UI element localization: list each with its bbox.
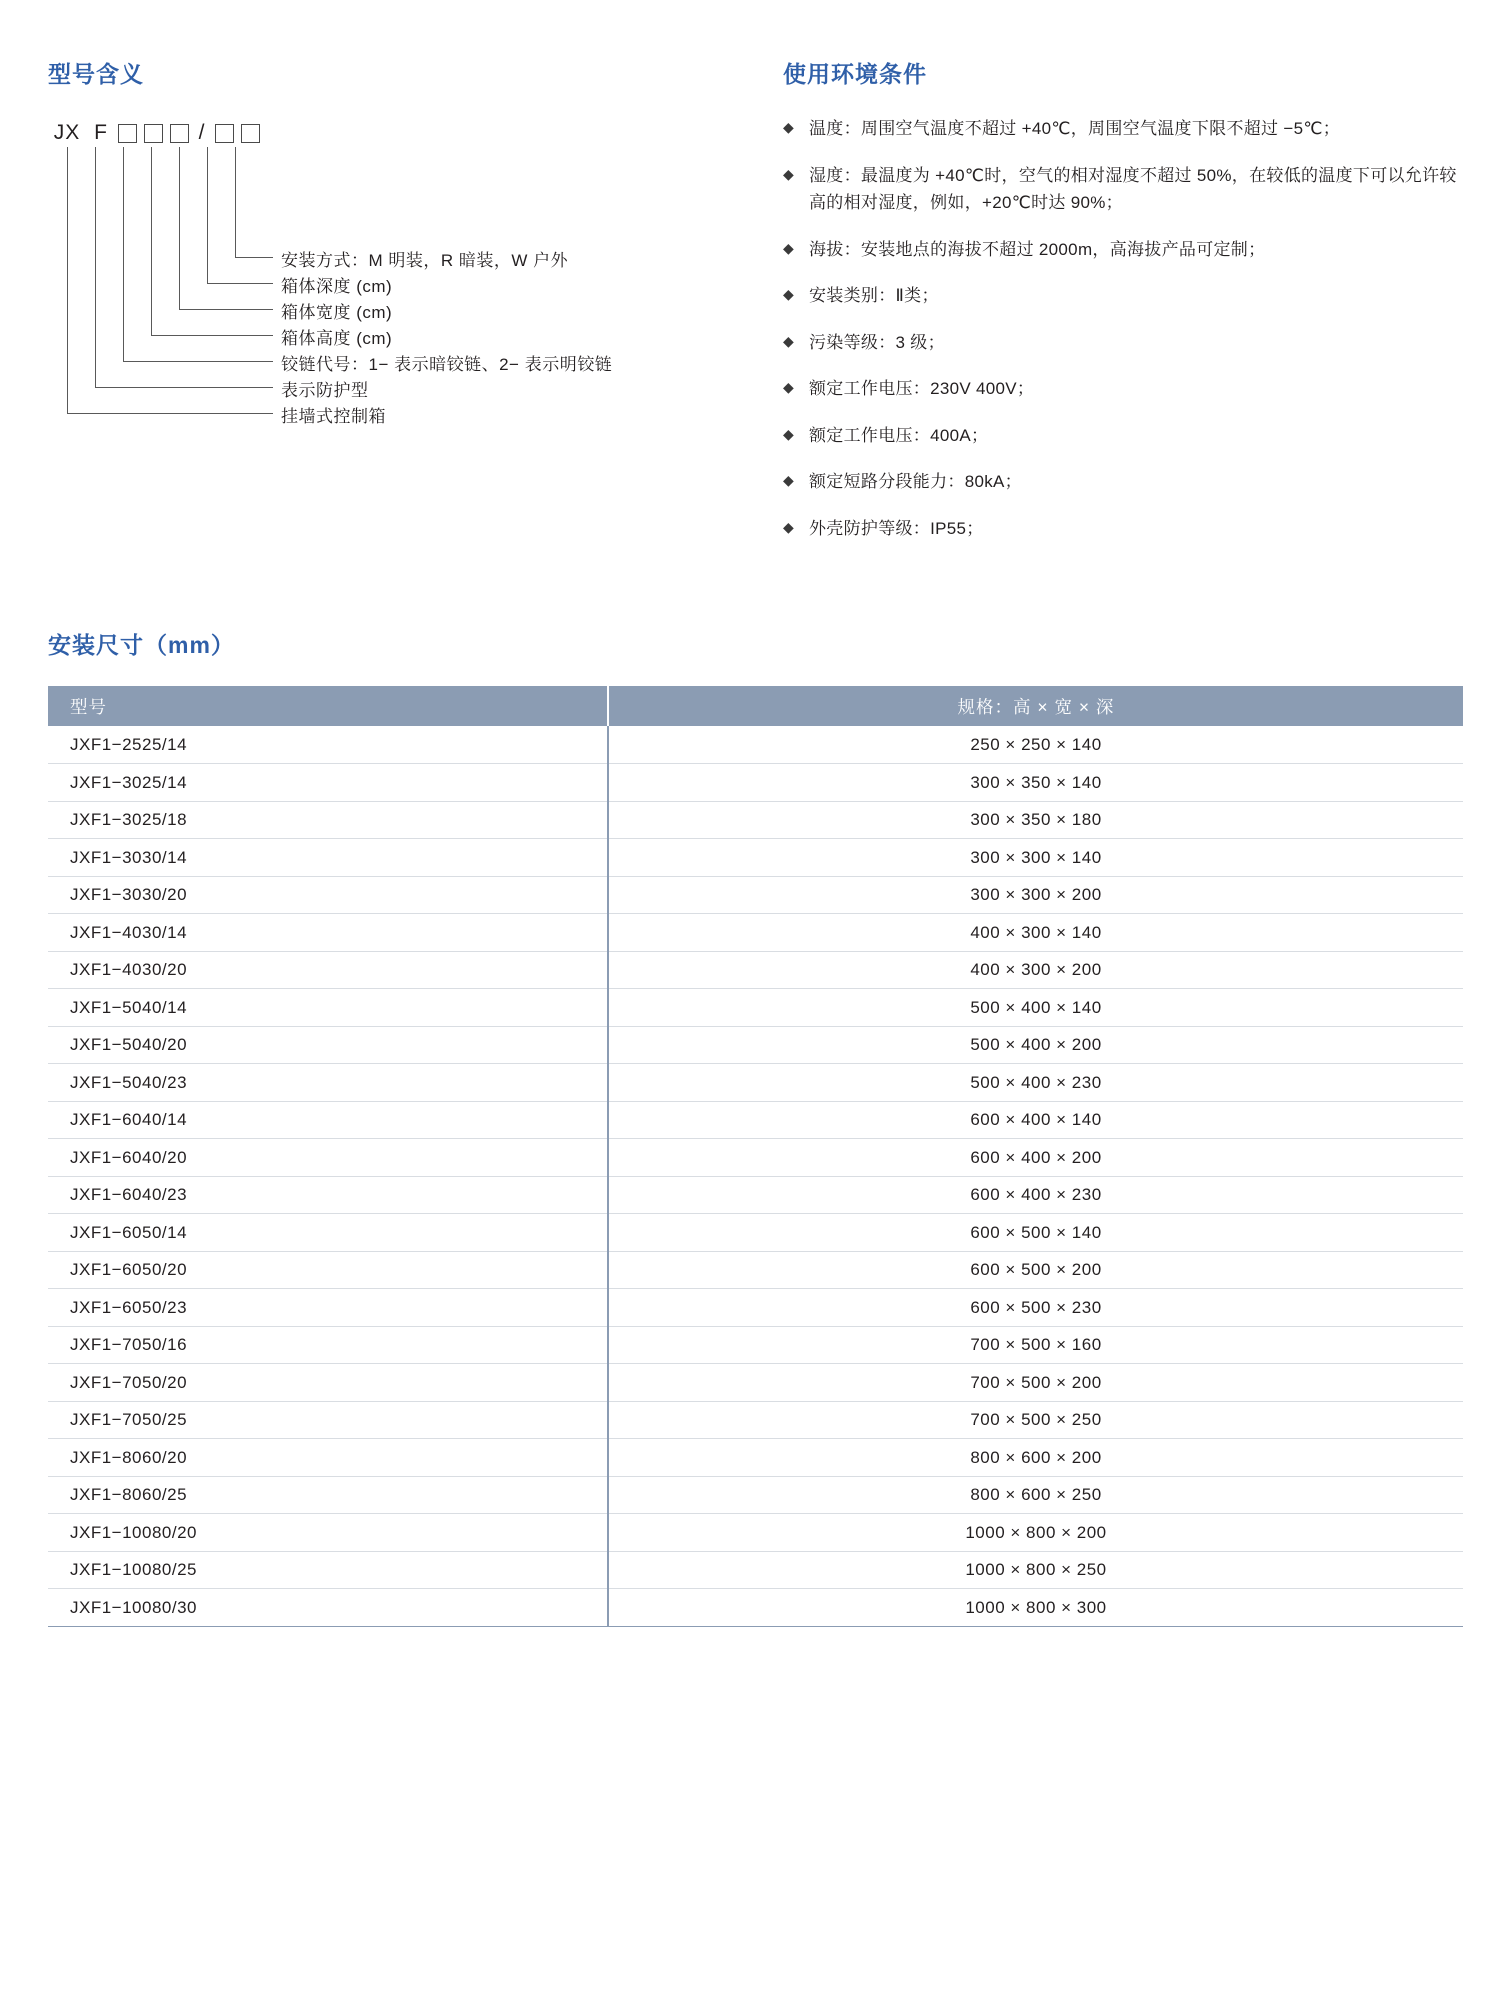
- cell-spec: 400 × 300 × 140: [608, 914, 1463, 952]
- table-row: [48, 1551, 1463, 1589]
- cell-model: JXF1−8060/25: [48, 1476, 608, 1514]
- cell-model: JXF1−3030/20: [48, 876, 608, 914]
- label-box-height: 箱体高度 (cm): [281, 329, 393, 348]
- cell-spec: 600 × 400 × 230: [608, 1176, 1463, 1214]
- cell-model: JXF1−6050/20: [48, 1251, 608, 1289]
- table-row: [48, 1326, 1463, 1364]
- connector-protection: [95, 387, 273, 388]
- table-row: [48, 1251, 1463, 1289]
- table-row: [48, 1176, 1463, 1214]
- conditions-list: [783, 115, 1458, 542]
- dimensions-title: 安装尺寸（mm）: [48, 632, 235, 659]
- code-box-4: [215, 124, 234, 143]
- list-item: [783, 329, 1458, 357]
- column-header-model: 型号: [48, 686, 608, 726]
- code-segment-f: F: [94, 121, 108, 144]
- label-box-width: 箱体宽度 (cm): [281, 303, 393, 322]
- cell-spec: 500 × 400 × 140: [608, 989, 1463, 1027]
- condition-text: 额定短路分段能力：80kA；: [809, 472, 1022, 492]
- cell-spec: 600 × 500 × 230: [608, 1289, 1463, 1327]
- cell-model: JXF1−5040/14: [48, 989, 608, 1027]
- cell-spec: 1000 × 800 × 250: [608, 1551, 1463, 1589]
- connector-mounting: [235, 257, 273, 258]
- cell-model: JXF1−6050/14: [48, 1214, 608, 1252]
- code-box-5: [241, 124, 260, 143]
- cell-model: JXF1−3025/18: [48, 801, 608, 839]
- model-meaning-block: [48, 56, 768, 561]
- table-row: [48, 1476, 1463, 1514]
- table-row: [48, 1514, 1463, 1552]
- diamond-bullet-icon: ◆: [783, 425, 795, 442]
- code-box-2: [144, 124, 163, 143]
- condition-text: 安装类别：Ⅱ类；: [809, 286, 939, 306]
- diamond-bullet-icon: ◆: [783, 379, 795, 396]
- cell-spec: 700 × 500 × 250: [608, 1401, 1463, 1439]
- list-item: [783, 515, 1458, 543]
- code-box-3: [170, 124, 189, 143]
- condition-text: 额定工作电压：230V 400V；: [809, 379, 1035, 399]
- cell-spec: 250 × 250 × 140: [608, 726, 1463, 764]
- cell-model: JXF1−7050/25: [48, 1401, 608, 1439]
- table-row: [48, 1139, 1463, 1177]
- cell-model: JXF1−2525/14: [48, 726, 608, 764]
- leader-line-wall-box: [67, 147, 68, 413]
- cell-model: JXF1−10080/25: [48, 1551, 608, 1589]
- cell-model: JXF1−3030/14: [48, 839, 608, 877]
- cell-model: JXF1−6040/20: [48, 1139, 608, 1177]
- conditions-title: 使用环境条件: [783, 61, 927, 87]
- label-hinge-code: 铰链代号：1− 表示暗铰链、2− 表示明铰链: [281, 355, 613, 374]
- diamond-bullet-icon: ◆: [783, 119, 795, 135]
- cell-model: JXF1−6040/14: [48, 1101, 608, 1139]
- diamond-bullet-icon: ◆: [783, 165, 795, 182]
- cell-spec: 500 × 400 × 200: [608, 1026, 1463, 1064]
- condition-text: 湿度：最温度为 +40℃时，空气的相对湿度不超过 50%，在较低的温度下可以允许较高的相对湿度，例如，+20℃时达 90%；: [809, 165, 1457, 213]
- condition-text: 外壳防护等级：IP55；: [809, 518, 984, 538]
- leader-line-depth: [207, 147, 208, 283]
- cell-spec: 700 × 500 × 200: [608, 1364, 1463, 1402]
- table-row: [48, 951, 1463, 989]
- cell-spec: 600 × 500 × 140: [608, 1214, 1463, 1252]
- table-row: [48, 914, 1463, 952]
- condition-text: 海拔：安装地点的海拔不超过 2000m，高海拔产品可定制；: [809, 239, 1266, 259]
- table-row: [48, 1589, 1463, 1627]
- cell-model: JXF1−4030/20: [48, 951, 608, 989]
- leader-line-width: [179, 147, 180, 309]
- model-code-leader-diagram: [48, 147, 768, 477]
- connector-hinge: [123, 361, 273, 362]
- table-row: [48, 1064, 1463, 1102]
- list-item: [783, 422, 1458, 450]
- list-item: [783, 468, 1458, 496]
- cell-spec: 800 × 600 × 200: [608, 1439, 1463, 1477]
- leader-line-mounting: [235, 147, 236, 257]
- list-item: [783, 162, 1458, 217]
- leader-line-height: [151, 147, 152, 335]
- diamond-bullet-icon: ◆: [783, 286, 795, 303]
- table-row: [48, 839, 1463, 877]
- label-wall-mount-box: 挂墙式控制箱: [281, 407, 386, 426]
- table-row: [48, 1364, 1463, 1402]
- cell-spec: 500 × 400 × 230: [608, 1064, 1463, 1102]
- diamond-bullet-icon: ◆: [783, 239, 795, 256]
- label-protection-type: 表示防护型: [281, 381, 369, 400]
- connector-width: [179, 309, 273, 310]
- cell-model: JXF1−8060/20: [48, 1439, 608, 1477]
- connector-depth: [207, 283, 273, 284]
- model-meaning-title: 型号含义: [48, 61, 144, 87]
- code-slash: /: [198, 121, 206, 144]
- leader-line-hinge: [123, 147, 124, 361]
- cell-model: JXF1−5040/20: [48, 1026, 608, 1064]
- model-code-row: [50, 115, 768, 145]
- cell-spec: 400 × 300 × 200: [608, 951, 1463, 989]
- table-head: [48, 686, 1463, 726]
- table-row: [48, 764, 1463, 802]
- cell-model: JXF1−10080/20: [48, 1514, 608, 1552]
- conditions-block: [768, 56, 1458, 561]
- table-row: [48, 1439, 1463, 1477]
- table-row: [48, 1289, 1463, 1327]
- cell-model: JXF1−7050/16: [48, 1326, 608, 1364]
- code-box-1: [118, 124, 137, 143]
- table-row: [48, 726, 1463, 764]
- cell-spec: 800 × 600 × 250: [608, 1476, 1463, 1514]
- code-segment-jx: JX: [53, 121, 81, 144]
- label-box-depth: 箱体深度 (cm): [281, 277, 393, 296]
- cell-spec: 1000 × 800 × 300: [608, 1589, 1463, 1627]
- dimensions-section: [0, 561, 1511, 1687]
- condition-text: 温度：周围空气温度不超过 +40℃，周围空气温度下限不超过 −5℃；: [809, 119, 1341, 138]
- list-item: [783, 375, 1458, 403]
- table-row: [48, 1101, 1463, 1139]
- condition-text: 污染等级：3 级；: [809, 332, 945, 352]
- diamond-bullet-icon: ◆: [783, 472, 795, 489]
- table-row: [48, 989, 1463, 1027]
- dimensions-table: [48, 686, 1463, 1627]
- cell-spec: 1000 × 800 × 200: [608, 1514, 1463, 1552]
- cell-model: JXF1−3025/14: [48, 764, 608, 802]
- connector-height: [151, 335, 273, 336]
- connector-wall-box: [67, 413, 273, 414]
- label-mounting-type: 安装方式：M 明装，R 暗装，W 户外: [281, 251, 569, 270]
- cell-spec: 300 × 350 × 140: [608, 764, 1463, 802]
- cell-model: JXF1−6050/23: [48, 1289, 608, 1327]
- diamond-bullet-icon: ◆: [783, 332, 795, 349]
- cell-model: JXF1−6040/23: [48, 1176, 608, 1214]
- table-row: [48, 876, 1463, 914]
- cell-model: JXF1−4030/14: [48, 914, 608, 952]
- cell-spec: 600 × 400 × 140: [608, 1101, 1463, 1139]
- diamond-bullet-icon: ◆: [783, 518, 795, 535]
- top-section: [0, 0, 1511, 561]
- cell-spec: 700 × 500 × 160: [608, 1326, 1463, 1364]
- table-row: [48, 801, 1463, 839]
- table-row: [48, 1214, 1463, 1252]
- cell-model: JXF1−5040/23: [48, 1064, 608, 1102]
- leader-line-protection: [95, 147, 96, 387]
- table-row: [48, 1401, 1463, 1439]
- list-item: [783, 115, 1458, 143]
- cell-model: JXF1−10080/30: [48, 1589, 608, 1627]
- cell-spec: 300 × 350 × 180: [608, 801, 1463, 839]
- list-item: [783, 282, 1458, 310]
- table-body: [48, 726, 1463, 1626]
- cell-spec: 600 × 400 × 200: [608, 1139, 1463, 1177]
- table-header-row: [48, 686, 1463, 726]
- column-header-spec: 规格：高 × 宽 × 深: [608, 686, 1463, 726]
- cell-spec: 300 × 300 × 140: [608, 839, 1463, 877]
- cell-spec: 600 × 500 × 200: [608, 1251, 1463, 1289]
- list-item: [783, 236, 1458, 264]
- cell-spec: 300 × 300 × 200: [608, 876, 1463, 914]
- condition-text: 额定工作电压：400A；: [809, 425, 989, 445]
- table-row: [48, 1026, 1463, 1064]
- cell-model: JXF1−7050/20: [48, 1364, 608, 1402]
